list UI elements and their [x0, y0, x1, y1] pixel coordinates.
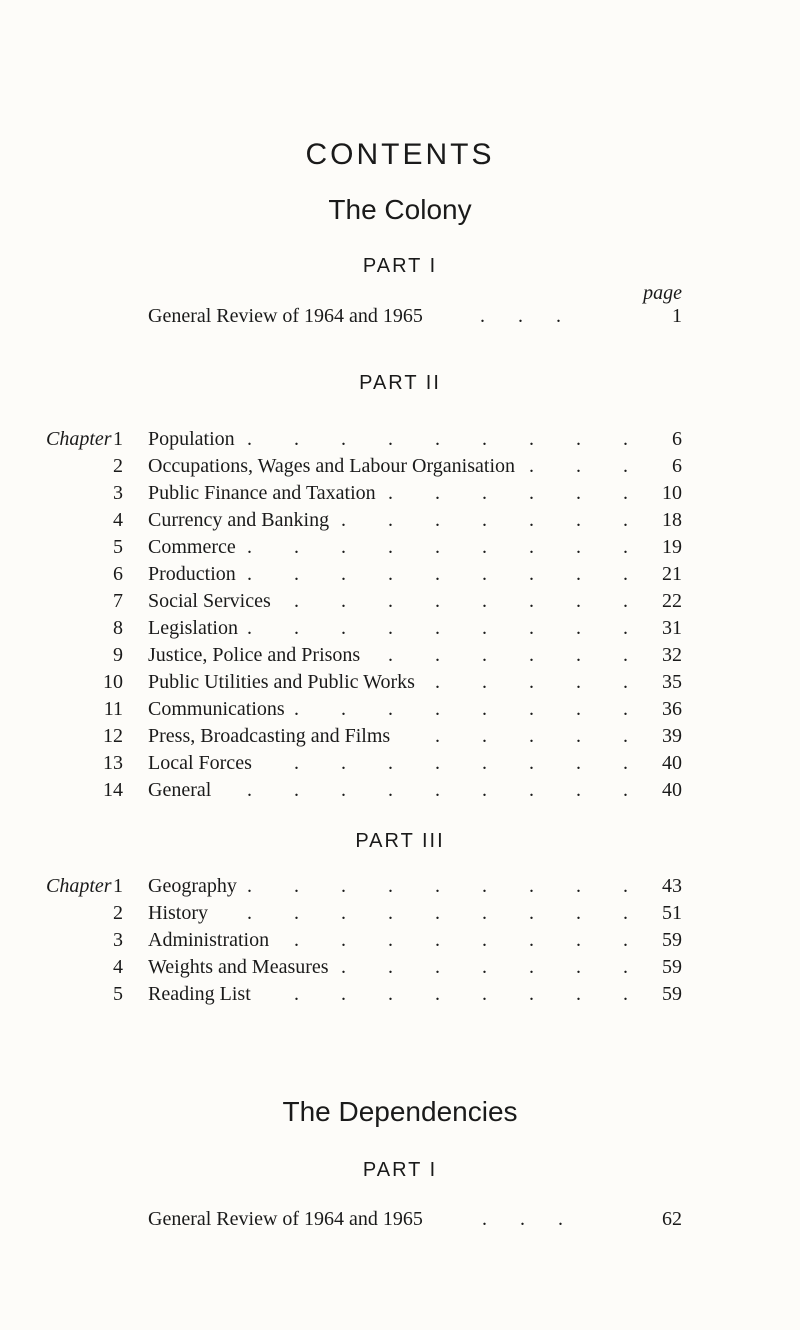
- chapter-number: 13: [103, 752, 123, 774]
- leader-dot: .: [529, 983, 534, 1005]
- leader-dot: .: [341, 698, 346, 720]
- chapter-title: Production: [148, 563, 236, 585]
- chapter-page: 59: [662, 956, 682, 978]
- leader-dot: .: [388, 698, 393, 720]
- leader-dot: .: [341, 875, 346, 897]
- leader-dot: .: [576, 536, 581, 558]
- leader-dot: .: [482, 617, 487, 639]
- leader-dot: .: [435, 536, 440, 558]
- chapter-row[interactable]: [0, 590, 800, 617]
- chapter-title: Population: [148, 428, 235, 450]
- dependencies-part1-label: PART I: [362, 1159, 438, 1181]
- chapter-number: 12: [103, 725, 123, 747]
- leader-dot: .: [529, 875, 534, 897]
- leader-dot: .: [482, 956, 487, 978]
- leader-dot: .: [435, 956, 440, 978]
- leader-dot: .: [341, 779, 346, 801]
- leader-dot: .: [623, 617, 628, 639]
- chapter-number: 8: [113, 617, 123, 639]
- chapter-number: 7: [113, 590, 123, 612]
- colony-part1-label: PART I: [362, 255, 438, 277]
- leader-dot: .: [294, 983, 299, 1005]
- chapter-row[interactable]: [0, 509, 800, 536]
- leader-dot: .: [482, 428, 487, 450]
- leader-dot: .: [576, 617, 581, 639]
- leader-dot: .: [482, 644, 487, 666]
- chapter-number: 1: [113, 875, 123, 897]
- leader-dot: .: [576, 752, 581, 774]
- chapter-title: Public Utilities and Public Works: [148, 671, 415, 693]
- leader-dot: .: [576, 509, 581, 531]
- colony-part2-label: PART II: [359, 372, 441, 394]
- leader-dot: .: [482, 482, 487, 504]
- chapter-page: 39: [662, 725, 682, 747]
- leader-dot: .: [623, 536, 628, 558]
- entry-page: 62: [662, 1208, 682, 1230]
- chapter-title: Local Forces: [148, 752, 252, 774]
- leader-dot: .: [623, 875, 628, 897]
- chapter-number: 1: [113, 428, 123, 450]
- leader-dot: .: [341, 617, 346, 639]
- leader-dot: .: [388, 563, 393, 585]
- leader-dot: .: [576, 563, 581, 585]
- leader-dot: .: [247, 536, 252, 558]
- leader-dot: .: [529, 671, 534, 693]
- leader-dot: .: [294, 536, 299, 558]
- chapter-row[interactable]: [0, 752, 800, 779]
- leader-dot: .: [341, 563, 346, 585]
- chapter-row[interactable]: [0, 644, 800, 671]
- leader-dot: .: [435, 902, 440, 924]
- leader-dot: .: [482, 779, 487, 801]
- entry-page: 1: [672, 305, 682, 327]
- leader-dot: .: [435, 428, 440, 450]
- leader-dot: .: [435, 671, 440, 693]
- chapter-number: 6: [113, 563, 123, 585]
- chapter-title: Justice, Police and Prisons: [148, 644, 361, 666]
- chapter-page: 18: [662, 509, 682, 531]
- leader-dot: .: [294, 752, 299, 774]
- leader-dot: .: [247, 428, 252, 450]
- chapter-page: 40: [662, 752, 682, 774]
- chapter-page: 6: [672, 455, 682, 477]
- chapter-number: 4: [113, 956, 123, 978]
- leader-dot: .: [623, 698, 628, 720]
- leader-dot: .: [341, 536, 346, 558]
- dependencies-part1-entry[interactable]: [0, 1208, 800, 1235]
- leader-dot: .: [623, 956, 628, 978]
- leader-dot: .: [294, 875, 299, 897]
- leader-dot: .: [576, 428, 581, 450]
- chapter-title: Weights and Measures: [148, 956, 329, 978]
- leader-dot: .: [388, 956, 393, 978]
- leader-dot: .: [529, 698, 534, 720]
- chapter-row[interactable]: [0, 698, 800, 725]
- leader-dot: .: [247, 902, 252, 924]
- chapter-page: 59: [662, 929, 682, 951]
- leader-dots: . . .: [480, 305, 575, 327]
- leader-dot: .: [482, 752, 487, 774]
- chapter-title: Press, Broadcasting and Films: [148, 725, 391, 747]
- chapter-row[interactable]: [0, 725, 800, 752]
- leader-dot: .: [529, 956, 534, 978]
- chapter-number: 10: [103, 671, 123, 693]
- colony-part3-label: PART III: [355, 830, 445, 852]
- leader-dot: .: [529, 644, 534, 666]
- chapter-page: 35: [662, 671, 682, 693]
- chapter-row[interactable]: [0, 929, 800, 956]
- leader-dot: .: [341, 956, 346, 978]
- leader-dot: .: [529, 929, 534, 951]
- colony-part1-entry[interactable]: [0, 305, 800, 332]
- leader-dot: .: [529, 752, 534, 774]
- leader-dot: .: [623, 983, 628, 1005]
- contents-heading: CONTENTS: [305, 138, 495, 171]
- leader-dot: .: [435, 482, 440, 504]
- leader-dot: .: [435, 983, 440, 1005]
- leader-dot: .: [623, 455, 628, 477]
- leader-dot: .: [294, 779, 299, 801]
- leader-dot: .: [482, 590, 487, 612]
- dependencies-title: The Dependencies: [282, 1096, 518, 1127]
- leader-dot: .: [482, 929, 487, 951]
- leader-dot: .: [482, 698, 487, 720]
- chapter-title: Geography: [148, 875, 237, 897]
- leader-dot: .: [482, 671, 487, 693]
- leader-dot: .: [529, 536, 534, 558]
- leader-dot: .: [529, 509, 534, 531]
- leader-dot: .: [341, 428, 346, 450]
- leader-dot: .: [435, 563, 440, 585]
- chapter-number: 2: [113, 902, 123, 924]
- chapter-row[interactable]: [0, 482, 800, 509]
- leader-dot: .: [435, 875, 440, 897]
- chapter-page: 10: [662, 482, 682, 504]
- leader-dot: .: [623, 779, 628, 801]
- leader-dot: .: [435, 590, 440, 612]
- leader-dot: .: [388, 509, 393, 531]
- leader-dot: .: [247, 563, 252, 585]
- leader-dot: .: [294, 902, 299, 924]
- chapter-number: 5: [113, 536, 123, 558]
- leader-dot: .: [529, 563, 534, 585]
- leader-dot: .: [388, 590, 393, 612]
- chapter-title: Communications: [148, 698, 285, 720]
- leader-dot: .: [435, 509, 440, 531]
- leader-dot: .: [576, 779, 581, 801]
- leader-dot: .: [341, 590, 346, 612]
- leader-dot: .: [623, 725, 628, 747]
- chapter-number: 3: [113, 929, 123, 951]
- leader-dot: .: [529, 725, 534, 747]
- leader-dot: .: [294, 590, 299, 612]
- chapter-title: Social Services: [148, 590, 271, 612]
- chapter-page: 32: [662, 644, 682, 666]
- leader-dot: .: [435, 929, 440, 951]
- leader-dots: . . .: [482, 1208, 577, 1230]
- chapter-title: Administration: [148, 929, 270, 951]
- chapter-title: General: [148, 779, 212, 801]
- chapter-row[interactable]: [0, 875, 800, 902]
- chapter-number: 11: [103, 698, 123, 720]
- leader-dot: .: [435, 752, 440, 774]
- leader-dot: .: [482, 875, 487, 897]
- leader-dot: .: [576, 644, 581, 666]
- leader-dot: .: [623, 671, 628, 693]
- leader-dot: .: [623, 902, 628, 924]
- leader-dot: .: [388, 617, 393, 639]
- leader-dot: .: [294, 563, 299, 585]
- leader-dot: .: [247, 779, 252, 801]
- chapter-page: 22: [662, 590, 682, 612]
- leader-dot: .: [435, 725, 440, 747]
- chapter-page: 51: [662, 902, 682, 924]
- leader-dot: .: [294, 929, 299, 951]
- leader-dot: .: [623, 752, 628, 774]
- leader-dot: .: [529, 455, 534, 477]
- entry-title: General Review of 1964 and 1965: [148, 1208, 423, 1230]
- leader-dot: .: [576, 956, 581, 978]
- chapter-page: 40: [662, 779, 682, 801]
- leader-dot: .: [623, 482, 628, 504]
- entry-title: General Review of 1964 and 1965: [148, 305, 423, 327]
- leader-dot: .: [576, 698, 581, 720]
- leader-dot: .: [435, 644, 440, 666]
- chapter-title: Commerce: [148, 536, 236, 558]
- leader-dot: .: [623, 644, 628, 666]
- leader-dot: .: [623, 590, 628, 612]
- leader-dot: .: [529, 779, 534, 801]
- leader-dot: .: [482, 983, 487, 1005]
- chapter-page: 59: [662, 983, 682, 1005]
- leader-dot: .: [529, 617, 534, 639]
- leader-dot: .: [576, 929, 581, 951]
- chapter-row[interactable]: [0, 671, 800, 698]
- leader-dot: .: [294, 698, 299, 720]
- leader-dot: .: [576, 875, 581, 897]
- leader-dot: .: [294, 428, 299, 450]
- leader-dot: .: [623, 929, 628, 951]
- leader-dot: .: [576, 671, 581, 693]
- chapter-row[interactable]: [0, 617, 800, 644]
- chapter-row[interactable]: [0, 983, 800, 1010]
- leader-dot: .: [341, 929, 346, 951]
- leader-dot: .: [576, 482, 581, 504]
- leader-dot: .: [388, 536, 393, 558]
- leader-dot: .: [388, 875, 393, 897]
- chapter-title: Legislation: [148, 617, 238, 639]
- leader-dot: .: [388, 983, 393, 1005]
- leader-dot: .: [482, 563, 487, 585]
- chapter-row[interactable]: [0, 455, 800, 482]
- leader-dot: .: [388, 902, 393, 924]
- leader-dot: .: [388, 752, 393, 774]
- chapter-number: 9: [113, 644, 123, 666]
- leader-dot: .: [576, 902, 581, 924]
- part2-chapter-label: Chapter: [46, 428, 112, 450]
- chapter-row[interactable]: [0, 779, 800, 806]
- leader-dot: .: [388, 482, 393, 504]
- leader-dot: .: [388, 644, 393, 666]
- leader-dot: .: [247, 875, 252, 897]
- chapter-page: 36: [662, 698, 682, 720]
- leader-dot: .: [247, 617, 252, 639]
- leader-dot: .: [435, 779, 440, 801]
- leader-dot: .: [529, 428, 534, 450]
- leader-dot: .: [482, 536, 487, 558]
- chapter-title: Reading List: [148, 983, 251, 1005]
- leader-dot: .: [482, 902, 487, 924]
- chapter-title: History: [148, 902, 208, 924]
- chapter-page: 43: [662, 875, 682, 897]
- leader-dot: .: [341, 983, 346, 1005]
- chapter-number: 4: [113, 509, 123, 531]
- page-column-header: page: [643, 282, 682, 304]
- leader-dot: .: [529, 590, 534, 612]
- chapter-title: Occupations, Wages and Labour Organisation: [148, 455, 516, 477]
- leader-dot: .: [341, 902, 346, 924]
- chapter-row[interactable]: [0, 902, 800, 929]
- chapter-number: 2: [113, 455, 123, 477]
- leader-dot: .: [482, 725, 487, 747]
- leader-dot: .: [623, 428, 628, 450]
- leader-dot: .: [388, 929, 393, 951]
- chapter-number: 14: [103, 779, 123, 801]
- leader-dot: .: [529, 482, 534, 504]
- leader-dot: .: [623, 509, 628, 531]
- leader-dot: .: [388, 779, 393, 801]
- leader-dot: .: [435, 617, 440, 639]
- chapter-page: 19: [662, 536, 682, 558]
- chapter-title: Currency and Banking: [148, 509, 330, 531]
- leader-dot: .: [341, 509, 346, 531]
- chapter-number: 5: [113, 983, 123, 1005]
- leader-dot: .: [576, 983, 581, 1005]
- chapter-number: 3: [113, 482, 123, 504]
- chapter-title: Public Finance and Taxation: [148, 482, 376, 504]
- leader-dot: .: [576, 725, 581, 747]
- leader-dot: .: [576, 455, 581, 477]
- leader-dot: .: [482, 509, 487, 531]
- leader-dot: .: [529, 902, 534, 924]
- chapter-row[interactable]: [0, 956, 800, 983]
- leader-dot: .: [435, 698, 440, 720]
- chapter-page: 21: [662, 563, 682, 585]
- chapter-row[interactable]: [0, 563, 800, 590]
- chapter-row[interactable]: [0, 428, 800, 455]
- chapter-row[interactable]: [0, 536, 800, 563]
- leader-dot: .: [576, 590, 581, 612]
- colony-title: The Colony: [328, 194, 472, 225]
- leader-dot: .: [388, 428, 393, 450]
- leader-dot: .: [623, 563, 628, 585]
- chapter-page: 6: [672, 428, 682, 450]
- part3-chapter-label: Chapter: [46, 875, 112, 897]
- leader-dot: .: [294, 617, 299, 639]
- leader-dot: .: [341, 752, 346, 774]
- chapter-page: 31: [662, 617, 682, 639]
